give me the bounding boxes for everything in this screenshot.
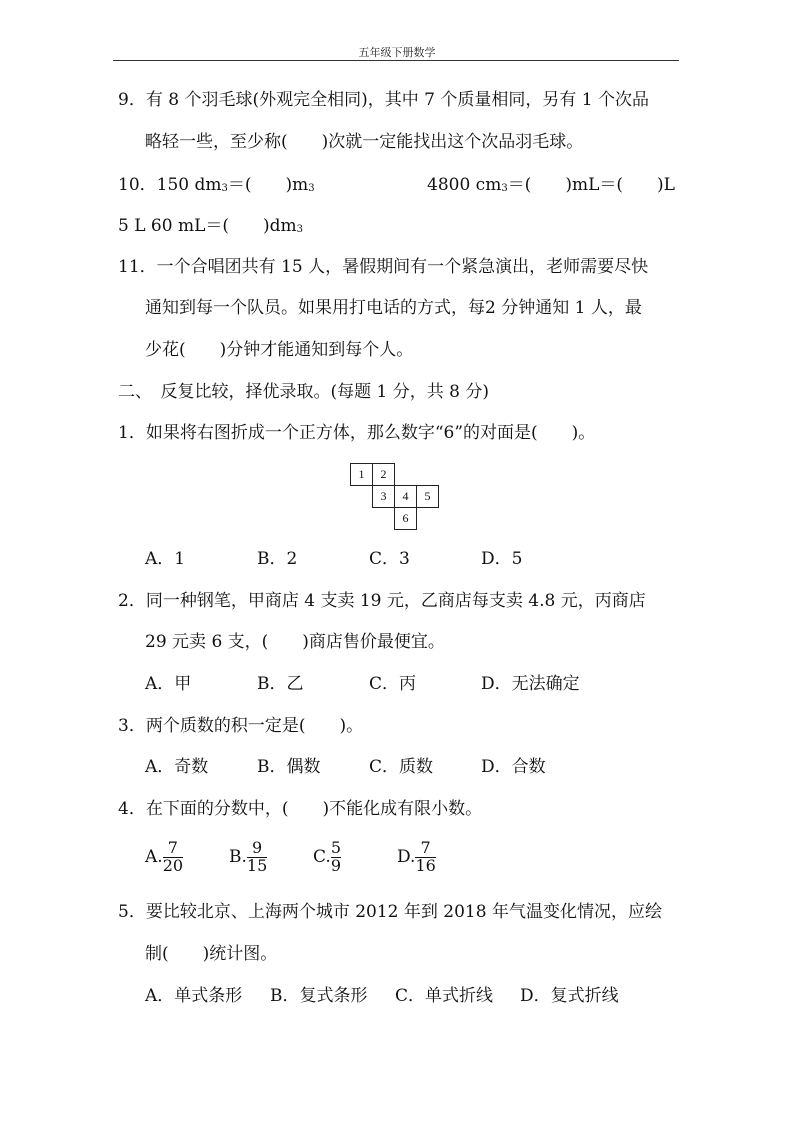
s3-option-c: C．质数 (369, 757, 434, 777)
s5-option-c: C．单式折线 (395, 986, 494, 1006)
s2-line-1: 2．同一种钢笔，甲商店 4 支卖 19 元，乙商店每支卖 4.8 元，丙商店 (118, 591, 646, 611)
q11-line-2: 通知到每一个队员。如果用打电话的方式，每2 分钟通知 1 人，最 (145, 298, 642, 318)
s1-option-c: C．3 (369, 549, 410, 569)
fraction-c-den: 9 (330, 855, 341, 875)
s1-question: 1．如果将右图折成一个正方体，那么数字“6”的对面是( )。 (118, 423, 596, 443)
q10-b-pre: 4800 cm (427, 175, 502, 195)
net-cell-1: 1 (350, 463, 373, 486)
q10-b-post: ＝( )mL＝( )L (507, 175, 675, 195)
q9-line-2: 略轻一些，至少称( )次就一定能找出这个次品羽毛球。 (145, 132, 584, 152)
fraction-c-num: 5 (330, 838, 341, 857)
q10-a-sup2: 3 (308, 183, 315, 194)
s2-line-2: 29 元卖 6 支，( )商店售价最便宜。 (145, 632, 445, 652)
fraction-d (415, 840, 435, 875)
q10-part-c (118, 218, 303, 235)
q10-a-pre: 10．150 dm (118, 175, 222, 195)
s1-option-d: D．5 (481, 549, 523, 569)
fraction-a (163, 840, 183, 875)
net-cell-5: 5 (416, 485, 439, 508)
q10-b-sup: 3 (501, 183, 508, 194)
s5-option-d: D．复式折线 (520, 986, 619, 1006)
s5-line-1: 5．要比较北京、上海两个城市 2012 年到 2018 年气温变化情况，应绘 (118, 902, 662, 922)
q10-part-a (118, 177, 315, 194)
s2-option-b: B．乙 (257, 674, 304, 694)
s5-line-2: 制( )统计图。 (145, 944, 278, 964)
s5-option-b: B．复式条形 (270, 986, 368, 1006)
s1-option-b: B．2 (257, 549, 298, 569)
q10-part-b (427, 177, 675, 194)
s3-option-d: D．合数 (481, 757, 546, 777)
s4-option-c (313, 840, 341, 875)
s2-option-c: C．丙 (369, 674, 417, 694)
s1-option-a: A．1 (145, 549, 186, 569)
header-rule (113, 60, 679, 61)
q10-c-pre: 5 L 60 mL＝( )dm (118, 216, 297, 236)
q10-a-mid: ＝( )m (227, 175, 309, 195)
s4-option-a-label: A. (145, 846, 163, 867)
s4-option-a (145, 840, 183, 875)
fraction-b (247, 840, 267, 875)
s4-option-d-label: D. (397, 846, 416, 867)
s5-option-a: A．单式条形 (145, 986, 243, 1006)
q10-c-sup: 3 (296, 224, 303, 235)
q11-line-3: 少花( )分钟才能通知到每个人。 (145, 340, 414, 360)
s3-option-b: B．偶数 (257, 757, 321, 777)
s4-option-d (397, 840, 436, 875)
q10-a-sup: 3 (221, 183, 228, 194)
net-cell-6: 6 (394, 507, 417, 530)
s4-option-b-label: B. (229, 846, 247, 867)
s3-option-a: A．奇数 (145, 757, 209, 777)
fraction-d-num: 7 (420, 838, 431, 857)
s4-question: 4．在下面的分数中，( )不能化成有限小数。 (118, 799, 483, 819)
fraction-d-den: 16 (415, 855, 436, 875)
section-2-title: 二、 反复比较，择优录取。(每题 1 分，共 8 分) (118, 382, 490, 402)
s4-option-b (229, 840, 267, 875)
q11-line-1: 11．一个合唱团共有 15 人，暑假期间有一个紧急演出，老师需要尽快 (118, 257, 649, 277)
s2-option-d: D．无法确定 (481, 674, 580, 694)
fraction-b-den: 15 (246, 855, 268, 875)
s3-question: 3．两个质数的积一定是( )。 (118, 716, 364, 736)
s2-option-a: A．甲 (145, 674, 192, 694)
fraction-a-num: 7 (167, 838, 178, 857)
page-header: 五年级下册数学 (358, 46, 436, 59)
fraction-a-den: 20 (162, 855, 184, 875)
net-cell-3: 3 (372, 485, 395, 508)
net-cell-2: 2 (372, 463, 395, 486)
q9-line-1: 9．有 8 个羽毛球(外观完全相同)，其中 7 个质量相同，另有 1 个次品 (118, 90, 649, 110)
net-cell-4: 4 (394, 485, 417, 508)
fraction-c (331, 840, 341, 875)
s4-option-c-label: C. (313, 846, 331, 867)
fraction-b-num: 9 (251, 838, 263, 857)
